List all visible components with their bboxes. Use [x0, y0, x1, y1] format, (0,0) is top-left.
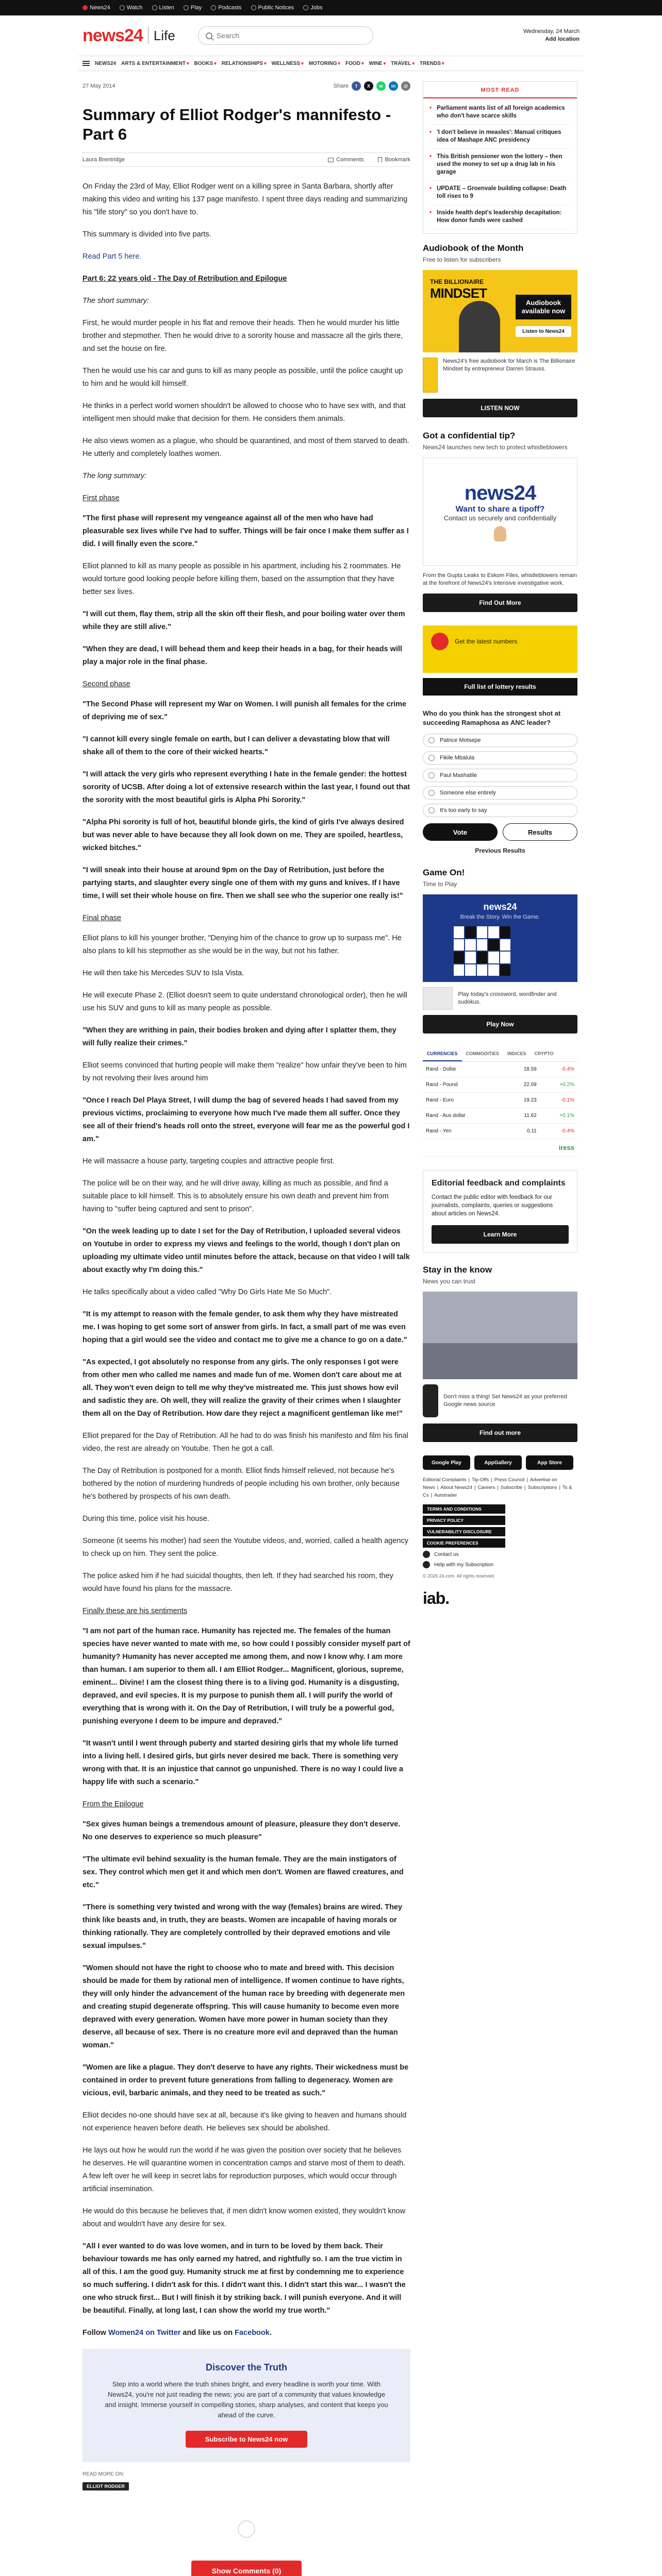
- chevron-down-icon: ▾: [412, 60, 415, 66]
- chevron-down-icon: ▾: [338, 60, 341, 66]
- market-tabs: [423, 1047, 577, 1062]
- menu-icon[interactable]: [82, 61, 90, 66]
- contact-link[interactable]: Help with my Subscription: [423, 1561, 577, 1568]
- article-paragraph: He will massacre a house party, targeting couples and attractive people first.: [82, 1157, 335, 1165]
- nav-item[interactable]: TRENDS ▾: [419, 60, 444, 66]
- market-row: [423, 1062, 577, 1077]
- article-paragraph: Elliot seems convinced that hurting people will make them "realize" how unfair they've been to him by not revolving their lives around him: [82, 1061, 407, 1082]
- market-name: Rand - Pound: [423, 1077, 505, 1093]
- bullet-icon: •: [429, 210, 432, 216]
- article-quote: "Women are like a plague. They don't deserve to have any rights. Their wickedness must be contained in order to prevent future generations from falling to degeneracy. Women are vicious, evil, barbaric animals, and they need to be treated as such.": [82, 2063, 409, 2097]
- topbar-item[interactable]: Public Notices: [251, 5, 294, 11]
- article-paragraph: He lays out how he would run the world if he was given the position over society that he believes he deserves. He will quarantine women in concentration camps and starve most of them to death. A few left over he will keep in secret labs for reproduction purposes, which would occur through artificial insemination.: [82, 2146, 406, 2193]
- poll-option[interactable]: Paul Mashatile: [423, 769, 577, 782]
- topbar-item[interactable]: Play: [184, 5, 202, 11]
- nav-item[interactable]: ARTS & ENTERTAINMENT ▾: [121, 60, 189, 66]
- section-heading: First phase: [82, 494, 120, 502]
- loading-icon: [238, 2520, 255, 2538]
- article-quote: "I will attack the very girls who represent everything I hate in the female gender: the hottest sorority of UCSB. After doing a lot of extensive research within the last year, I found out that the sorority with the most beautiful girls is Alpha Phi Sorority.": [82, 770, 410, 804]
- most-read-item[interactable]: • This British pensioner won the lottery – then used the money to set up a drug lab in his garage: [429, 149, 571, 181]
- nav-item[interactable]: WELLNESS ▾: [271, 60, 304, 66]
- article-paragraph: Elliot plans to kill his younger brother, "Denying him of the chance to grow up to surpass me". He also plans to kill his stepmother as she would be in the way, but not his father.: [82, 934, 402, 955]
- footer-badge[interactable]: TERMS AND CONDITIONS: [423, 1504, 505, 1514]
- article-quote: "When they are dead, I will behead them and keep their heads in a bag, for their heads will play a major role in the final phase.: [82, 645, 403, 666]
- mail-icon: [423, 1551, 430, 1558]
- help-icon: [423, 1561, 430, 1568]
- site-header: [78, 15, 584, 56]
- market-data-brand: iress: [423, 1139, 577, 1157]
- market-change: +0.1%: [540, 1108, 577, 1124]
- game-subtitle: Time to Play: [423, 880, 457, 888]
- game-desc: Play today's crossword, wordfinder and sudokus.: [458, 991, 557, 1005]
- article-paragraph: This summary is divided into five parts.: [82, 230, 211, 239]
- markets-block: [423, 1047, 577, 1157]
- x-share-icon[interactable]: X: [364, 81, 373, 91]
- twitter-link[interactable]: Women24 on Twitter: [108, 2329, 181, 2337]
- topbar-dot-icon: [82, 5, 88, 10]
- tip-banner[interactable]: news24 Want to share a tipoff? Contact us securely and confidentially: [423, 457, 577, 566]
- most-read-item[interactable]: • 'I don't believe in measles': Manual critiques idea of Mashape ANC presidency: [429, 125, 571, 149]
- market-change: -0.4%: [540, 1124, 577, 1139]
- contact-link[interactable]: Contact us: [423, 1551, 577, 1558]
- add-location-link[interactable]: Add location: [545, 36, 580, 42]
- phone-icon: [423, 1384, 438, 1417]
- chevron-down-icon: ▾: [442, 60, 444, 66]
- topbar-dot-icon: [251, 5, 256, 10]
- chevron-down-icon: ▾: [186, 60, 189, 66]
- stay-desc: Don't miss a thing! Set News24 as your preferred Google news source: [443, 1394, 567, 1408]
- article-quote: "Alpha Phi sorority is full of hot, beautiful blonde girls, the kind of girls I've always desired but was never able to have because they all look down on me. They are spoiled, heartless, wicked bitches.": [82, 818, 404, 852]
- game-block: [423, 868, 577, 1033]
- most-read-item[interactable]: • Parliament wants list of all foreign academics who don't have scarce skills: [429, 100, 571, 125]
- bookmark-button[interactable]: Bookmark: [378, 157, 410, 163]
- poll-question: Who do you think has the strongest shot at succeeding Ramaphosa as ANC leader?: [423, 709, 561, 726]
- stay-find-out-button[interactable]: Find out more: [423, 1423, 577, 1442]
- article-paragraph: Elliot prepared for the Day of Retribution. All he had to do was finish his manifesto and film his final video, the rest are already on Youtube. Then he got a call.: [82, 1432, 408, 1453]
- footer-link[interactable]: Press Council: [494, 1477, 525, 1483]
- lottery-block: [423, 625, 577, 696]
- topbar-dot-icon: [211, 5, 216, 10]
- topbar-item[interactable]: Podcasts: [211, 5, 241, 11]
- most-read-item[interactable]: • Inside health dept's leadership decapitation: How donor funds were cashed: [429, 205, 571, 229]
- radio-icon: [428, 790, 435, 796]
- article-quote: "Women should not have the right to choose who to mate and breed with. This decision should be made for them by rational men of intelligence. If women continue to have rights, they will only hinder the advancement of the human race by breeding with degenerate men and creating stupid degenerate offspring. This will cause humanity to become even more depraved with every generation. Women have more power in human society than they deserve, all because of sex. There is no creature more evil and depraved than the human woman.": [82, 1964, 405, 2049]
- article-paragraph: The police asked him if he had suicidal thoughts, then left. If they had searched his room, they would have found his plans for the massacre.: [82, 1572, 393, 1593]
- article-quote: "I will sneak into their house at around 9pm on the Day of Retribution, just before the partying starts, and slaughter every single one of them with my guns and knives. If I have time, I will set their whole house on fire. Then we shall see who the superior one really is!": [82, 866, 403, 900]
- chevron-down-icon: ▾: [264, 60, 267, 66]
- listen-now-button[interactable]: LISTEN NOW: [423, 399, 577, 417]
- tip-block: [423, 431, 577, 612]
- article-quote: "I am not part of the human race. Humanity has rejected me. The females of the human species have never wanted to mate with me, so how could I possibly consider myself part of humanity? Humanity has never accepted me among them, and now I know why. I am more than human. I am superior to them all. I am Elliot Rodger... Magnificent, glorious, supreme, eminent... Divine! I am the closest thing there is to a living god. Humanity is a disgusting, depraved, and evil species. It is my purpose to punish them all. I will purify the world of everything that is wrong with it. On the Day of Retribution, I will truly be a powerful god, punishing everyone I deem to be impure and depraved.": [82, 1627, 410, 1725]
- article-paragraph: Then he would use his car and guns to kill as many people as possible, until the police caught up to him and he would kill himself.: [82, 367, 403, 388]
- author-photo: [459, 301, 500, 352]
- main-nav: [78, 56, 584, 71]
- chevron-down-icon: ▾: [361, 60, 364, 66]
- article-paragraph: Someone (it seems his mother) had seen the Youtube videos, and, worried, called a health agency to check up on him. They sent the police.: [82, 1537, 408, 1558]
- article-paragraph: He would do this because he believes that, if men didn't know women existed, they wouldn't know about and wouldn't have any desire for sex.: [82, 2207, 406, 2228]
- audiobook-block: [423, 243, 577, 417]
- footer-link[interactable]: Autotrader: [434, 1493, 457, 1498]
- iab-logo: iab.: [423, 1589, 450, 1607]
- follow-line: Follow Women24 on Twitter and like us on Facebook.: [82, 2329, 272, 2337]
- footer-link[interactable]: Subscribe: [500, 1485, 523, 1490]
- game-banner[interactable]: news24 Break the Story. Win the Game.: [423, 894, 577, 982]
- market-value: 11.62: [505, 1108, 540, 1124]
- most-read-panel: [423, 81, 577, 234]
- share-label: Share: [333, 83, 349, 89]
- byline-bar: [82, 152, 410, 167]
- current-date: Wednesday, 24 March: [523, 28, 580, 35]
- logo[interactable]: [82, 26, 175, 46]
- footer-link[interactable]: Careers: [477, 1485, 495, 1490]
- crossword-grid-icon: [454, 926, 510, 976]
- topbar-dot-icon: [184, 5, 189, 10]
- audiobook-banner[interactable]: THE BILLIONAIRE MINDSET Audiobook available now Listen to News24: [423, 270, 577, 352]
- article-meta: [82, 81, 410, 91]
- search-input[interactable]: [217, 31, 366, 40]
- market-row: [423, 1077, 577, 1093]
- stay-subtitle: News you can trust: [423, 1278, 476, 1285]
- section-heading: Second phase: [82, 680, 130, 688]
- article-paragraph: Elliot decides no-one should have sex at all, because it's like giving to heaven and humans should not experience heaven before death. He believes sex should be abolished.: [82, 2111, 407, 2132]
- nav-item[interactable]: WINE ▾: [369, 60, 386, 66]
- audiobook-desc: News24's free audiobook for March is The Billionaire Mindset by entrepreneur Darren Strauss.: [443, 358, 575, 372]
- chevron-down-icon: ▾: [301, 60, 304, 66]
- market-name: Rand - Dollar: [423, 1062, 505, 1077]
- nav-item[interactable]: BOOKS ▾: [194, 60, 217, 66]
- article-quote: "All I ever wanted to do was love women, and in turn to be loved by them back. Their behaviour towards me has only earned my hatred, and rightfully so. I am the true victim in all of this. I am the good guy. Humanity struck me at first by condemning me to experience so much suffering. I didn't ask for this. I didn't want this. I didn't start this war... I wasn't the one who struck first... But I will finish it by striking back. I will punish everyone. And it will be beautiful. Finally, at long last, I can show the world my true worth.": [82, 2242, 406, 2315]
- learn-more-button[interactable]: Learn More: [432, 1225, 569, 1244]
- email-share-icon[interactable]: @: [401, 81, 410, 91]
- nav-item[interactable]: RELATIONSHIPS ▾: [221, 60, 267, 66]
- market-name: Rand - Yen: [423, 1124, 505, 1139]
- market-change: -0.1%: [540, 1093, 577, 1108]
- footer-links: Editorial Complaints | Tip-Offs | Press Council | Advertise on News | About News24 | Careers | Subscribe | Subscriptions | Ts & Cs | Autotrader: [423, 1477, 572, 1498]
- article-paragraph: During this time, police visit his house.: [82, 1515, 209, 1523]
- lottery-banner[interactable]: Get the latest numbers: [423, 625, 577, 673]
- poll-block: [423, 709, 577, 854]
- topbar-item[interactable]: Watch: [120, 5, 143, 11]
- article-paragraph: He will then take his Mercedes SUV to Isla Vista.: [82, 969, 244, 977]
- lottery-ball-icon: [431, 633, 449, 650]
- search-bar[interactable]: [198, 26, 373, 45]
- previous-results-link[interactable]: Previous Results: [475, 847, 525, 854]
- editorial-title: Editorial feedback and complaints: [432, 1179, 566, 1188]
- tip-desc: From the Gupta Leaks to Eskom Files, whistleblowers remain at the forefront of News24's intensive investigative work.: [423, 572, 577, 586]
- article-link[interactable]: Read Part 5 here.: [82, 252, 142, 261]
- editorial-block: [423, 1170, 577, 1252]
- section-heading: Final phase: [82, 914, 121, 922]
- chevron-down-icon: ▾: [214, 60, 217, 66]
- market-tab[interactable]: INDICES: [507, 1051, 526, 1056]
- section-heading: From the Epilogue: [82, 1800, 144, 1808]
- poll-option[interactable]: Fikile Mbalula: [423, 751, 577, 765]
- market-change: -0.4%: [540, 1062, 577, 1077]
- most-read-item[interactable]: • UPDATE – Groenvale building collapse: Death toll rises to 9: [429, 181, 571, 205]
- market-value: 0.11: [505, 1124, 540, 1139]
- nav-item[interactable]: MOTORING ▾: [308, 60, 341, 66]
- bullet-icon: •: [429, 154, 432, 160]
- game-title: Game On!: [423, 868, 465, 877]
- share-bar: [334, 81, 410, 91]
- footer-link[interactable]: Advertise on News: [423, 1477, 557, 1490]
- book-cover: [423, 358, 438, 393]
- topbar-item[interactable]: Jobs: [303, 5, 322, 11]
- topbar-dot-icon: [152, 5, 157, 10]
- market-tab[interactable]: CURRENCIES: [423, 1047, 462, 1061]
- article-column: [82, 81, 410, 2576]
- article-quote: "I cannot kill every single female on earth, but I can deliver a devastating blow that will shake all of them to the core of their wicked hearts.": [82, 735, 390, 756]
- nav-item[interactable]: NEWS24: [95, 60, 117, 66]
- ad-placeholder: [82, 2506, 410, 2552]
- article-paragraph: He will execute Phase 2. (Elliot doesn't seem to quite understand chronological order), then he will use his SUV and guns to kill as many people as possible.: [82, 991, 407, 1012]
- linkedin-share-icon[interactable]: in: [389, 81, 398, 91]
- article-paragraph: The short summary:: [82, 297, 149, 305]
- article-quote: "Sex gives human beings a tremendous amount of pleasure, pleasure they don't deserve. No one deserves to experience so much pleasure": [82, 1820, 401, 1841]
- nav-item[interactable]: TRAVEL ▾: [391, 60, 415, 66]
- market-row: [423, 1108, 577, 1124]
- facebook-share-icon[interactable]: f: [352, 81, 361, 91]
- article-quote: "As expected, I got absolutely no response from any girls. The only responses I got were from other men who called me names and made fun of me. Women don't care about me at all. They won't even deign to tell me why they've mistreated me. This just shows how evil and sadistic they are. Oh well, they will realize the gravity of their crimes when I slaughter them all on the Day of Retribution. How dare they reject a magnificent gentleman like me!": [82, 1358, 403, 1418]
- stay-block: [423, 1265, 577, 1442]
- article-quote: "When they are writhing in pain, their bodies broken and dying after I splatter them, they will fully realize their crimes.": [82, 1026, 396, 1047]
- market-value: 22.09: [505, 1077, 540, 1093]
- copyright: © 2026 24.com. All rights reserved.: [423, 1573, 495, 1579]
- app-store-badge[interactable]: AppGallery: [474, 1455, 522, 1470]
- market-name: Rand - Euro: [423, 1093, 505, 1108]
- article-quote: "On the week leading up to date I set for the Day of Retribution, I uploaded several videos on Youtube in order to express my views and feelings to the world, though I don't plan on uploading my ultimate video until minutes before the attack, because on that video I will talk about exactly why I'm doing this.": [82, 1227, 410, 1274]
- section-heading: Finally these are his sentiments: [82, 1607, 188, 1615]
- article-quote: "There is something very twisted and wrong with the way (females) brains are wired. They think like beasts and, in truth, they are beasts. Women are incapable of having morals or thinking rationally. They are completely controlled by their depraved emotions and vile sexual impulses.": [82, 1903, 403, 1950]
- comments-button[interactable]: Comments: [328, 157, 363, 163]
- radio-icon: [428, 755, 435, 761]
- footer-link[interactable]: Tip-Offs: [471, 1477, 489, 1483]
- comment-icon: [328, 158, 334, 162]
- app-store-badge[interactable]: App Store: [526, 1455, 573, 1470]
- article-quote: "It is my attempt to reason with the female gender, to ask them why they have mistreated me. I was hoping to get some sort of answer from girls. In fact, a small part of me was even hoping that a girl would see the video and contact me to give me a chance to go on a date.": [82, 1310, 407, 1344]
- footer-link[interactable]: Subscriptions: [527, 1485, 557, 1490]
- stay-title: Stay in the know: [423, 1265, 492, 1275]
- poll-option[interactable]: Someone else entirely: [423, 786, 577, 800]
- footer-link[interactable]: Editorial Complaints: [423, 1477, 467, 1483]
- poll-option[interactable]: Patrice Motsepe: [423, 734, 577, 747]
- audiobook-title: Audiobook of the Month: [423, 243, 524, 253]
- game-thumbnail: [423, 987, 453, 1010]
- article-title: Summary of Elliot Rodger's mannifesto - Part 6: [82, 106, 391, 143]
- footer-link[interactable]: About News24: [440, 1485, 473, 1490]
- article-quote: "It wasn't until I went through puberty and started desiring girls that my whole life turned into a living hell. I desired girls, but girls never desired me back. There is something very wrong with that. It is an injustice that cannot go unpunished. There is no way I could live a happy life with such a scenario.": [82, 1739, 403, 1786]
- logo-main: news24: [82, 25, 143, 45]
- author-name[interactable]: Laura Brentridge: [82, 157, 125, 163]
- article-quote: "The first phase will represent my vengeance against all of the men who have had pleasurable sex lives while I've had to suffer. Things will be fair once I make them suffer as I did. I will finally even the score.": [82, 514, 409, 548]
- whatsapp-share-icon[interactable]: w: [376, 81, 386, 91]
- footer-badge[interactable]: COOKIE PREFERENCES: [423, 1538, 505, 1548]
- lottery-results-button[interactable]: Full list of lottery results: [423, 678, 577, 696]
- market-name: Rand - Aus dollar: [423, 1108, 505, 1124]
- article-paragraph: The Day of Retribution is postponed for a month. Elliot finds himself relieved, not because he's bothered by the notion of murdering hundreds of people including his own brother, only because he's bothered by prospects of his own death.: [82, 1467, 400, 1501]
- subscribe-button[interactable]: Subscribe to News24 now: [186, 2431, 307, 2448]
- bookmark-icon: [378, 157, 382, 162]
- market-tab[interactable]: CRYPTO: [534, 1051, 554, 1056]
- vote-button[interactable]: Vote: [423, 823, 498, 841]
- radio-icon: [428, 737, 435, 743]
- article-paragraph: Elliot planned to kill as many people as possible in his apartment, including his 2 roommates. He would torture good looking people before killing them, based on the assumption that they have better sex lives.: [82, 562, 401, 596]
- discover-text: Step into a world where the truth shines bright, and every headline is worth your time. With News24, you're not just reading the news; you are part of a community that values knowledge and insight. Immerse yourself in compelling stories, sharp analyses, and content that keeps you ahead of the curve.: [105, 2380, 388, 2419]
- article-quote: "The Second Phase will represent my War on Women. I will punish all females for the crime of depriving me of sex.": [82, 700, 407, 721]
- results-button[interactable]: Results: [503, 823, 577, 841]
- discover-title: Discover the Truth: [205, 2362, 288, 2372]
- discover-box: [82, 2349, 410, 2462]
- tip-title: Got a confidential tip?: [423, 431, 516, 440]
- tip-logo: news24: [464, 482, 536, 504]
- stay-photo: [423, 1292, 577, 1379]
- bullet-icon: •: [429, 185, 432, 192]
- article-paragraph: He thinks in a perfect world women shouldn't be allowed to choose who to have sex with, and that intelligent men should make that decision for them. He considers them animals.: [82, 402, 406, 423]
- most-read-title: MOST READ: [423, 82, 577, 98]
- read-more-label: READ MORE ON:: [82, 2471, 125, 2477]
- article-quote: "The ultimate evil behind sexuality is the human female. They are the main instigators of sex. They control which men get it and which men don't. Women are flawed creatures, and etc.": [82, 1855, 404, 1889]
- footer-badge[interactable]: VULNERABILITY DISCLOSURE: [423, 1527, 505, 1536]
- radio-icon: [428, 772, 435, 778]
- find-out-more-button[interactable]: Find Out More: [423, 594, 577, 612]
- article-date: 27 May 2014: [82, 83, 115, 89]
- date-location: [523, 28, 580, 43]
- top-bar: [0, 0, 662, 15]
- topic-tag[interactable]: ELLIOT RODGER: [82, 2482, 129, 2490]
- article-body: [82, 180, 410, 2317]
- radio-icon: [428, 807, 435, 814]
- app-store-badge[interactable]: Google Play: [423, 1455, 470, 1470]
- article-quote: "Once I reach Del Playa Street, I will dump the bag of severed heads I had saved from my previous victims, proclaiming to everyone how much I've made them all suffer. Once they see all of their friend's heads roll onto the street, everyone will fear me as the powerful god I am.": [82, 1096, 410, 1143]
- market-value: 19.23: [505, 1093, 540, 1108]
- topbar-dot-icon: [303, 5, 308, 10]
- topbar-item[interactable]: Listen: [152, 5, 174, 11]
- footer-badge[interactable]: PRIVACY POLICY: [423, 1516, 505, 1525]
- article-paragraph: The police will be on their way, and he will drive away, killing as much as possible, and find a suitable place to kill himself. This is to absolutely ensure his own death and prevent him from having to "suffer being captured and sent to prison".: [82, 1179, 389, 1213]
- show-comments-button[interactable]: Show Comments (0): [191, 2561, 302, 2576]
- pointer-hand-icon: [494, 526, 506, 541]
- bullet-icon: •: [429, 129, 432, 135]
- sidebar: [423, 81, 577, 2576]
- bullet-icon: •: [429, 105, 432, 111]
- market-table: [423, 1062, 577, 1157]
- logo-section: Life: [153, 27, 175, 43]
- topbar-dot-icon: [120, 5, 125, 10]
- article-paragraph: On Friday the 23rd of May, Elliot Rodger went on a killing spree in Santa Barbara, shortly after making this video and writing his 137 page manifesto. I spent three days reading and summarizing his "life story" so you don't have to.: [82, 182, 408, 216]
- editorial-text: Contact the public editor with feedback for our journalists, complaints, queries or suggestions about articles on News24.: [432, 1194, 553, 1217]
- audiobook-subtitle: Free to listen for subscribers: [423, 256, 501, 263]
- section-heading: Part 6: 22 years old - The Day of Retribution and Epilogue: [82, 275, 287, 283]
- article-paragraph: The long summary:: [82, 472, 147, 480]
- facebook-link[interactable]: Facebook: [235, 2329, 270, 2337]
- topbar-item[interactable]: News24: [82, 5, 110, 11]
- app-store-badges: [423, 1455, 577, 1470]
- market-tab[interactable]: COMMODITIES: [466, 1051, 500, 1056]
- market-row: [423, 1093, 577, 1108]
- market-change: +0.2%: [540, 1077, 577, 1093]
- chevron-down-icon: ▾: [383, 60, 386, 66]
- tip-subtitle: News24 launches new tech to protect whistleblowers: [423, 444, 568, 451]
- footer-link[interactable]: Ts & Cs: [423, 1485, 572, 1498]
- nav-item[interactable]: FOOD ▾: [345, 60, 364, 66]
- play-now-button[interactable]: Play Now: [423, 1015, 577, 1033]
- market-value: 18.59: [505, 1062, 540, 1077]
- article-paragraph: He talks specifically about a video called "Why Do Girls Hate Me So Much".: [82, 1288, 332, 1296]
- article-paragraph: First, he would murder people in his flat and remove their heads. Then he would murder his little brother and stepmother. Then he would drive to a sorority house and massacre all the girls there, and set the house on fire.: [82, 319, 403, 353]
- article-quote: "I will cut them, flay them, strip all the skin off their flesh, and pour boiling water over them while they are still alive.": [82, 610, 405, 631]
- market-row: [423, 1124, 577, 1139]
- search-icon: [206, 32, 212, 39]
- poll-option[interactable]: It's too early to say: [423, 804, 577, 817]
- article-paragraph: He also views women as a plague, who should be quarantined, and most of them starved to death. He utterly and completely loathes women.: [82, 437, 409, 458]
